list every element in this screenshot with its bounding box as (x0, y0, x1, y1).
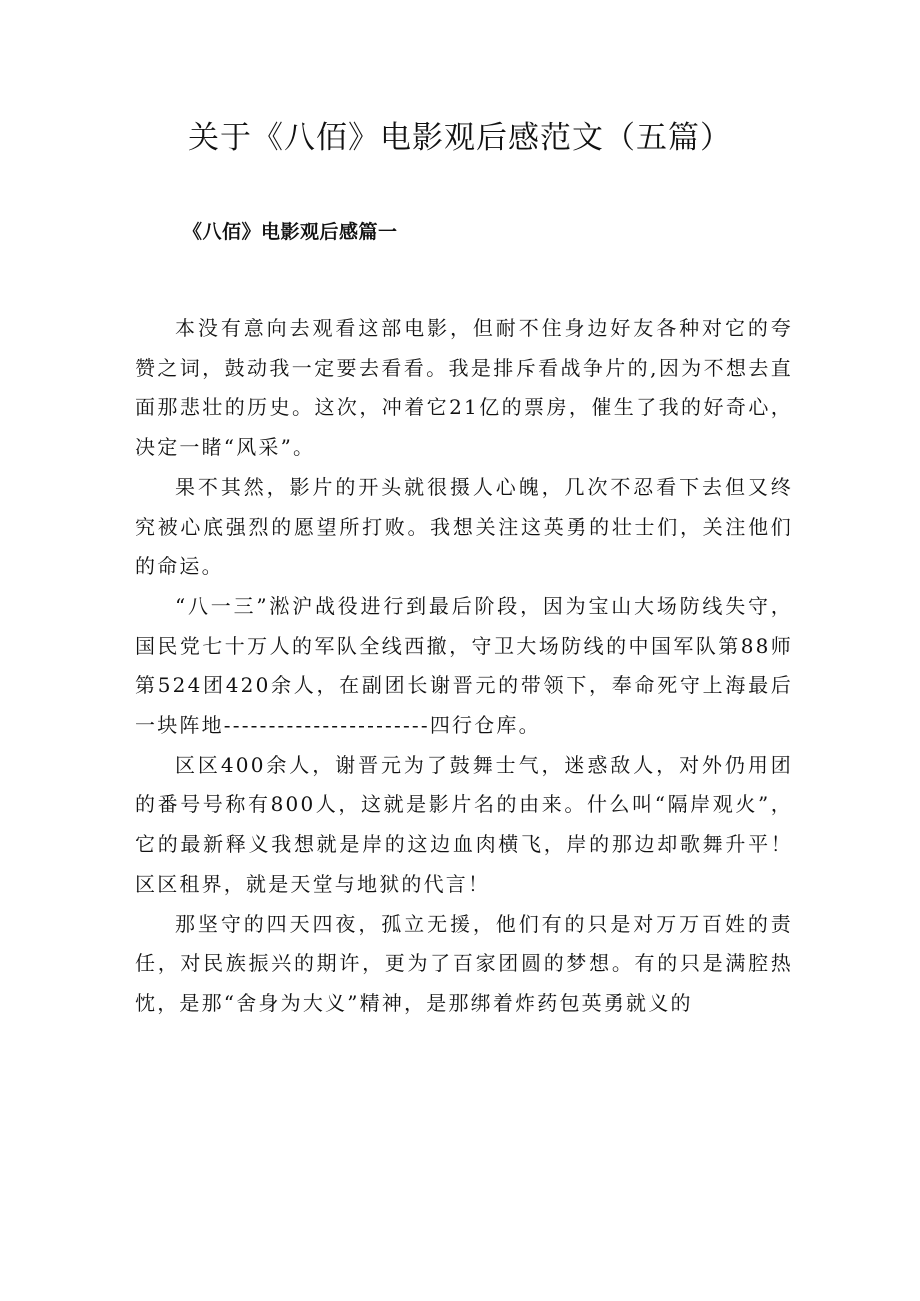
document-body (135, 309, 793, 1024)
paragraph-2: 果不其然，影片的开头就很摄人心魄，几次不忍看下去但又终究被心底强烈的愿望所打败。我想关注这英勇的壮士们，关注他们的命运。 (135, 474, 793, 579)
paragraph-4: 区区400余人，谢晋元为了鼓舞士气，迷惑敌人，对外仍用团的番号号称有800人，这就是影片名的由来。什么叫“隔岸观火”，它的最新释义我想就是岸的这边血肉横飞，岸的那边却歌舞升平！区区租界，就是天堂与地狱的代言！ (135, 752, 793, 896)
document-title: 关于《八佰》电影观后感范文（五篇） (188, 120, 732, 156)
section-heading: 《八佰》电影观后感篇一 (183, 221, 398, 243)
paragraph-3: “八一三”淞沪战役进行到最后阶段，因为宝山大场防线失守，国民党七十万人的军队全线西撤，守卫大场防线的中国军队第88师第524团420余人，在副团长谢晋元的带领下，奉命死守上海最后一块阵地-----------------------四行仓库。 (135, 593, 793, 738)
paragraph-1: 本没有意向去观看这部电影，但耐不住身边好友各种对它的夸赞之词，鼓动我一定要去看看。我是排斥看战争片的,因为不想去直面那悲壮的历史。这次，冲着它21亿的票房，催生了我的好奇心，决定一睹“风采”。 (135, 316, 793, 460)
paragraph-5: 那坚守的四天四夜，孤立无援，他们有的只是对万万百姓的责任，对民族振兴的期许，更为了百家团圆的梦想。有的只是满腔热忱，是那“舍身为大义”精神，是那绑着炸药包英勇就义的 (135, 911, 793, 1015)
